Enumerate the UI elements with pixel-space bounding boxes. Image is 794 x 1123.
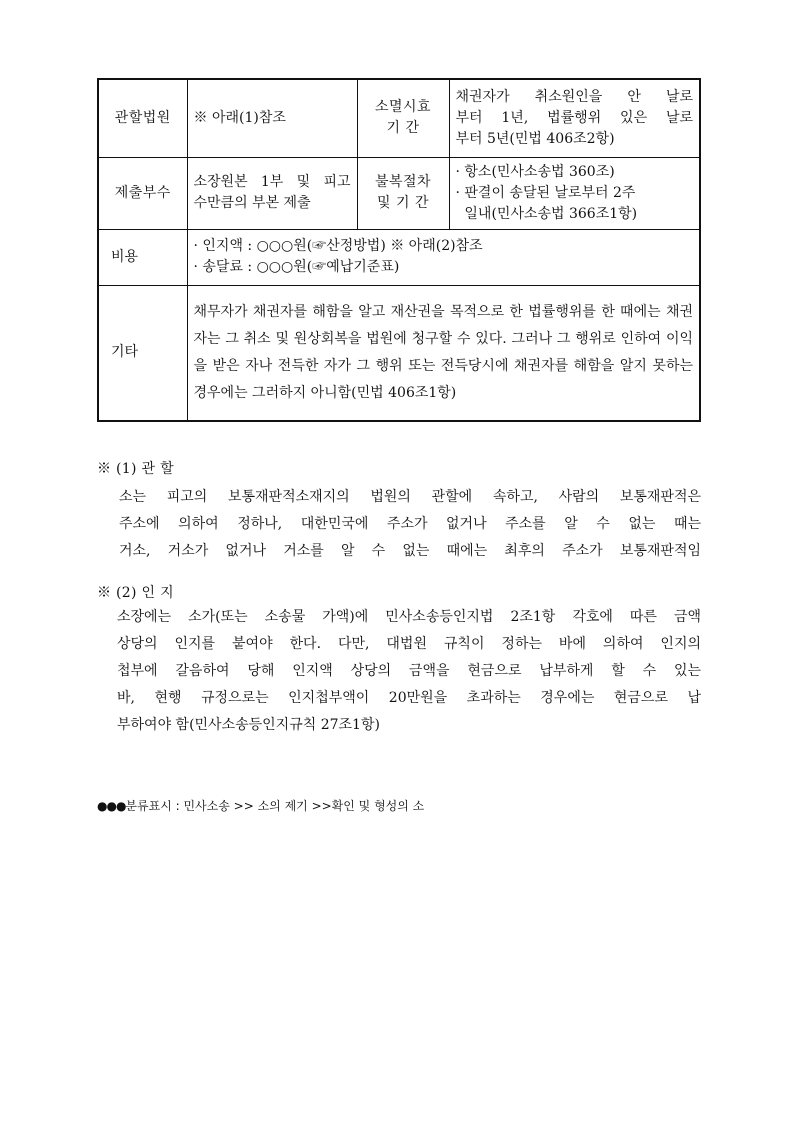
- note-line: 바, 현행 규정으로는 인지첩부액이 20만원을 초과하는 경우에는 현금으로 납: [117, 690, 701, 706]
- value-prescription: [449, 79, 700, 157]
- value-copies: [187, 157, 357, 229]
- note-line: 주소에 의하여 정하나, 대한민국에 주소가 없거나 주소를 알 수 없는 때는: [119, 516, 701, 532]
- appeal-item: · 항소(민사소송법 360조): [455, 163, 615, 180]
- table-row-cost: [98, 229, 700, 285]
- copies-line: 수만큼의 부본 제출: [193, 195, 311, 211]
- table-row-other: [98, 285, 700, 421]
- note-stamp: [97, 582, 701, 739]
- label-court: 관할법원: [98, 79, 187, 157]
- note-line: 거소, 거소가 없거나 거소를 알 수 없는 때에는 최후의 주소가 보통재판적임: [119, 543, 701, 559]
- prescription-line: 채권자가 취소원인을 안 날로: [455, 88, 693, 105]
- copies-line: 소장원본 1부 및 피고: [193, 174, 351, 190]
- note-line: 소장에는 소가(또는 소송물 가액)에 민사소송등인지법 2조1항 각호에 따른 금액: [117, 609, 701, 625]
- info-table: [97, 78, 701, 422]
- classification-footer: [97, 797, 424, 814]
- value-appeal: [449, 157, 700, 229]
- table-row-submission: [98, 157, 700, 229]
- note-jurisdiction: [97, 458, 701, 565]
- label-cost: 비용: [98, 229, 187, 285]
- classification-text: 분류표시 : 민사소송 >> 소의 제기 >>확인 및 형성의 소: [125, 799, 425, 813]
- prescription-line: 부터 5년(민법 406조2항): [455, 130, 615, 147]
- appeal-item: 일내(민사소송법 366조1항): [455, 205, 638, 222]
- note-line: 소는 피고의 보통재판적소재지의 법원의 관할에 속하고, 사람의 보통재판적은: [119, 489, 701, 505]
- note-line: 상당의 인지를 붙여야 한다. 다만, 대법원 규칙이 정하는 바에 의하여 인지의: [117, 636, 701, 652]
- cost-item-stamp: · 인지액 : ○○○원(☞산정방법) ※ 아래(2)참조: [193, 238, 483, 254]
- cost-item-delivery: · 송달료 : ○○○원(☞예납기준표): [193, 259, 400, 275]
- note-line: 첩부에 갈음하여 당해 인지액 상당의 금액을 현금으로 납부하게 할 수 있는: [117, 663, 701, 679]
- value-cost: [187, 229, 700, 285]
- bullet-dots-icon: ●●●: [97, 799, 126, 813]
- table-row-jurisdiction: [98, 79, 700, 157]
- note-line: 부하여야 함(민사소송등인지규칙 27조1항): [117, 717, 380, 733]
- value-other: 채무자가 채권자를 해함을 알고 재산권을 목적으로 한 법률행위를 한 때에는 채권자는 그 취소 및 원상회복을 법원에 청구할 수 있다. 그러나 그 행위로 인하여 이익을 받은 자나 전득한 자가 그 행위 또는 전득당시에 채권자를 해함을 알지 못하는 경우에는 그러하지 아니함(민법 406조1항): [187, 285, 700, 421]
- label-copies: 제출부수: [98, 157, 187, 229]
- note-heading: ※ (1) 관 할: [97, 461, 174, 477]
- note-body: [119, 484, 701, 565]
- label-appeal: 불복절차 및 기 간: [357, 157, 449, 229]
- label-other: 기타: [98, 285, 187, 421]
- value-court: ※ 아래(1)참조: [187, 79, 357, 157]
- note-body: [117, 604, 701, 739]
- label-prescription: 소멸시효 기 간: [357, 79, 449, 157]
- prescription-line: 부터 1년, 법률행위 있은 날로: [455, 109, 693, 126]
- appeal-item: · 판결이 송달된 날로부터 2주: [455, 184, 636, 201]
- note-heading: ※ (2) 인 지: [97, 585, 174, 601]
